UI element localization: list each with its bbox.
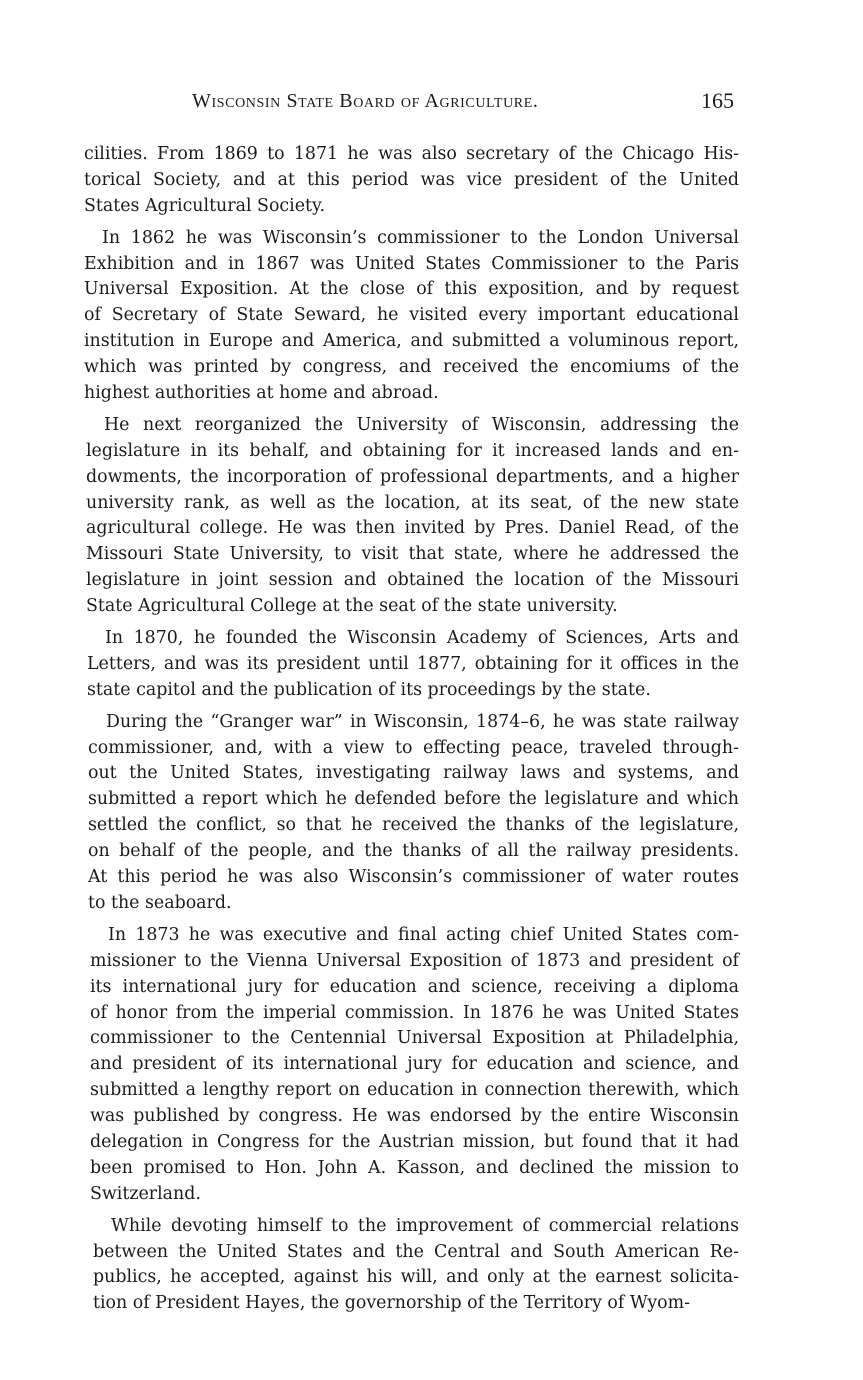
text-line: delegation in Congress for the Austrian mission, but found that it had [90, 1131, 739, 1152]
text-line: publics, he accepted, against his will, and only at the earnest solicita- [93, 1267, 739, 1288]
text-line: Universal Exposition. At the close of this exposition, and by request [84, 279, 739, 300]
paragraph [86, 413, 739, 620]
text-line: tion of President Hayes, the governorship of the Territory of Wyom- [93, 1293, 691, 1314]
page-number: 165 [701, 88, 734, 113]
text-line: missioner to the Vienna Universal Exposition of 1873 and president of [90, 950, 739, 971]
running-head [82, 88, 742, 118]
paragraph [84, 142, 739, 220]
text-line: been promised to Hon. John A. Kasson, and declined the mission to [90, 1157, 739, 1178]
text-line: to the seaboard. [88, 892, 232, 913]
text-line: and president of its international jury for education and science, and [90, 1054, 739, 1075]
text-line: He next reorganized the University of Wisconsin, addressing the [104, 414, 739, 435]
body-text [84, 142, 739, 1317]
running-title: Wisconsin State Board of Agriculture. [192, 90, 539, 112]
paragraph [88, 710, 739, 917]
paragraph [87, 626, 739, 704]
text-line: State Agricultural College at the seat of the state university. [86, 596, 618, 617]
text-line: state capitol and the publication of its proceedings by the state. [87, 679, 651, 700]
text-line: While devoting himself to the improvement of commercial relations [111, 1215, 739, 1236]
text-line: was published by congress. He was endorsed by the entire Wisconsin [90, 1106, 739, 1127]
text-line: submitted a lengthy report on education in connection therewith, which [90, 1080, 739, 1101]
text-line: which was printed by congress, and received the encomiums of the [84, 357, 739, 378]
text-line: In 1873 he was executive and final acting chief United States com- [108, 924, 739, 945]
text-line: Missouri State University, to visit that state, where he addressed the [86, 544, 739, 565]
text-line: its international jury for education and science, receiving a diploma [90, 976, 739, 997]
text-line: commissioner to the Centennial Universal Exposition at Philadelphia, [90, 1028, 739, 1049]
text-line: agricultural college. He was then invited by Pres. Daniel Read, of the [86, 518, 739, 539]
text-line: cilities. From 1869 to 1871 he was also secretary of the Chicago His- [84, 144, 739, 164]
text-line: commissioner, and, with a view to effecting peace, traveled through- [88, 737, 739, 758]
paragraph [84, 226, 739, 407]
text-line: of Secretary of State Seward, he visited every important educational [84, 305, 739, 326]
paragraph [90, 923, 739, 1208]
text-line: At this period he was also Wisconsin’s commissioner of water routes [88, 867, 739, 888]
text-line: Letters, and was its president until 1877, obtaining for it offices in the [87, 653, 739, 674]
text-line: In 1862 he was Wisconsin’s commissioner to the London Universal [102, 227, 739, 248]
text-line: of honor from the imperial commission. In 1876 he was United States [90, 1002, 739, 1023]
text-line: torical Society, and at this period was vice president of the United [84, 169, 739, 190]
text-line: During the “Granger war” in Wisconsin, 1874–6, he was state railway [106, 711, 739, 732]
text-line: In 1870, he founded the Wisconsin Academy of Sciences, Arts and [105, 628, 739, 649]
text-line: Exhibition and in 1867 was United States Commissioner to the Paris [84, 253, 739, 274]
text-line: legislature in its behalf, and obtaining for it increased lands and en- [86, 440, 739, 461]
text-line: dowments, the incorporation of professional departments, and a higher [86, 466, 739, 487]
text-line: highest authorities at home and abroad. [84, 383, 439, 404]
text-line: university rank, as well as the location, at its seat, of the new state [86, 492, 739, 513]
text-line: institution in Europe and America, and submitted a voluminous report, [84, 331, 739, 352]
text-line: between the United States and the Central and South American Re- [93, 1241, 739, 1262]
text-line: submitted a report which he defended before the legislature and which [88, 789, 739, 810]
text-line: settled the conflict, so that he received the thanks of the legislature, [88, 815, 739, 836]
text-line: Switzerland. [90, 1183, 201, 1204]
text-line: legislature in joint session and obtained the location of the Missouri [86, 570, 739, 591]
text-line: on behalf of the people, and the thanks of all the railway presidents. [88, 841, 739, 862]
paragraph [93, 1214, 739, 1318]
text-line: States Agricultural Society. [84, 195, 326, 216]
text-line: out the United States, investigating railway laws and systems, and [88, 763, 739, 784]
